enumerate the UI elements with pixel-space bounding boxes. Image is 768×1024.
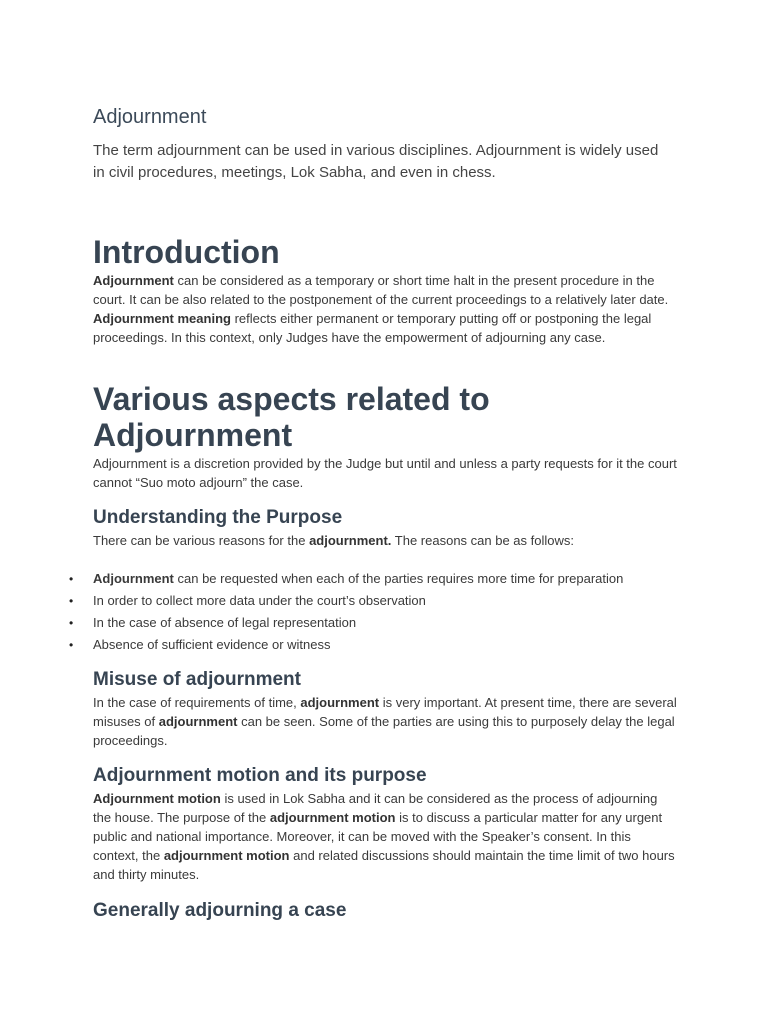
- heading-understanding-purpose: Understanding the Purpose: [93, 507, 343, 528]
- purpose-paragraph: [93, 531, 678, 550]
- list-item: [69, 590, 709, 612]
- text-run: is used in Lok Sabha and it can be considered as the process of adjourning the house. The purpose of the: [93, 791, 658, 825]
- text-run: reflects either permanent or temporary putting off or postponing the legal proceedings. In this context, only Judges have the empowerment of adjourning any case.: [93, 311, 652, 345]
- bold-term: adjournment.: [309, 533, 392, 548]
- bold-term: Adjournment meaning: [93, 311, 231, 326]
- document-title: Adjournment: [93, 106, 207, 128]
- heading-line: Various aspects related to: [93, 381, 490, 417]
- text-run: In the case of requirements of time,: [93, 695, 301, 710]
- bold-term: adjournment: [158, 714, 238, 729]
- bullet-icon: •: [69, 594, 74, 608]
- bullet-icon: •: [69, 572, 74, 586]
- bold-term: Adjournment: [93, 273, 174, 288]
- heading-introduction: Introduction: [93, 234, 280, 270]
- text-run: There can be various reasons for the: [93, 533, 310, 548]
- heading-various-aspects: [93, 381, 490, 453]
- misuse-paragraph: [93, 693, 678, 750]
- text-run: can be seen. Some of the parties are using this to purposely delay the legal proceedings.: [93, 714, 675, 748]
- heading-generally-adjourning: Generally adjourning a case: [93, 900, 347, 921]
- bold-term: adjournment: [300, 695, 380, 710]
- motion-paragraph: [93, 789, 678, 884]
- reasons-list: [69, 568, 709, 656]
- bold-term: Adjournment: [93, 571, 174, 586]
- bold-term: adjournment motion: [269, 810, 396, 825]
- bold-term: Adjournment motion: [93, 791, 221, 806]
- heading-adjournment-motion: Adjournment motion and its purpose: [93, 765, 427, 786]
- list-item: [69, 612, 709, 634]
- bullet-icon: •: [69, 616, 74, 630]
- bold-term: adjournment motion: [163, 848, 290, 863]
- list-item-text: Absence of sufficient evidence or witness: [93, 637, 331, 652]
- bullet-icon: •: [69, 638, 74, 652]
- text-run: is to discuss a particular matter for any urgent public and national importance. Moreover, it can be moved with the Speaker’s consent. In this context, the: [93, 810, 663, 863]
- text-run: and related discussions should maintain the time limit of two hours and thirty minutes.: [93, 848, 675, 882]
- text-run: The reasons can be as follows:: [391, 533, 574, 548]
- text-run: can be considered as a temporary or short time halt in the present procedure in the court. It can be also related to the postponement of the current proceedings to a relatively later date.: [93, 273, 669, 307]
- aspects-paragraph: Adjournment is a discretion provided by the Judge but until and unless a party requests for it the court cannot “Suo moto adjourn” the case.: [93, 456, 677, 490]
- list-item-text: In order to collect more data under the court’s observation: [93, 593, 426, 608]
- lead-paragraph: The term adjournment can be used in various disciplines. Adjournment is widely used in civil procedures, meetings, Lok Sabha, and even in chess.: [93, 142, 659, 181]
- list-item: [69, 568, 709, 590]
- list-item-text: In the case of absence of legal representation: [93, 615, 357, 630]
- text-run: is very important. At present time, there are several misuses of: [93, 695, 677, 729]
- heading-line: Adjournment: [93, 417, 293, 453]
- list-item: [69, 634, 709, 656]
- heading-misuse: Misuse of adjournment: [93, 669, 301, 690]
- list-item-text: can be requested when each of the parties requires more time for preparation: [173, 571, 624, 586]
- introduction-paragraph: [93, 271, 678, 347]
